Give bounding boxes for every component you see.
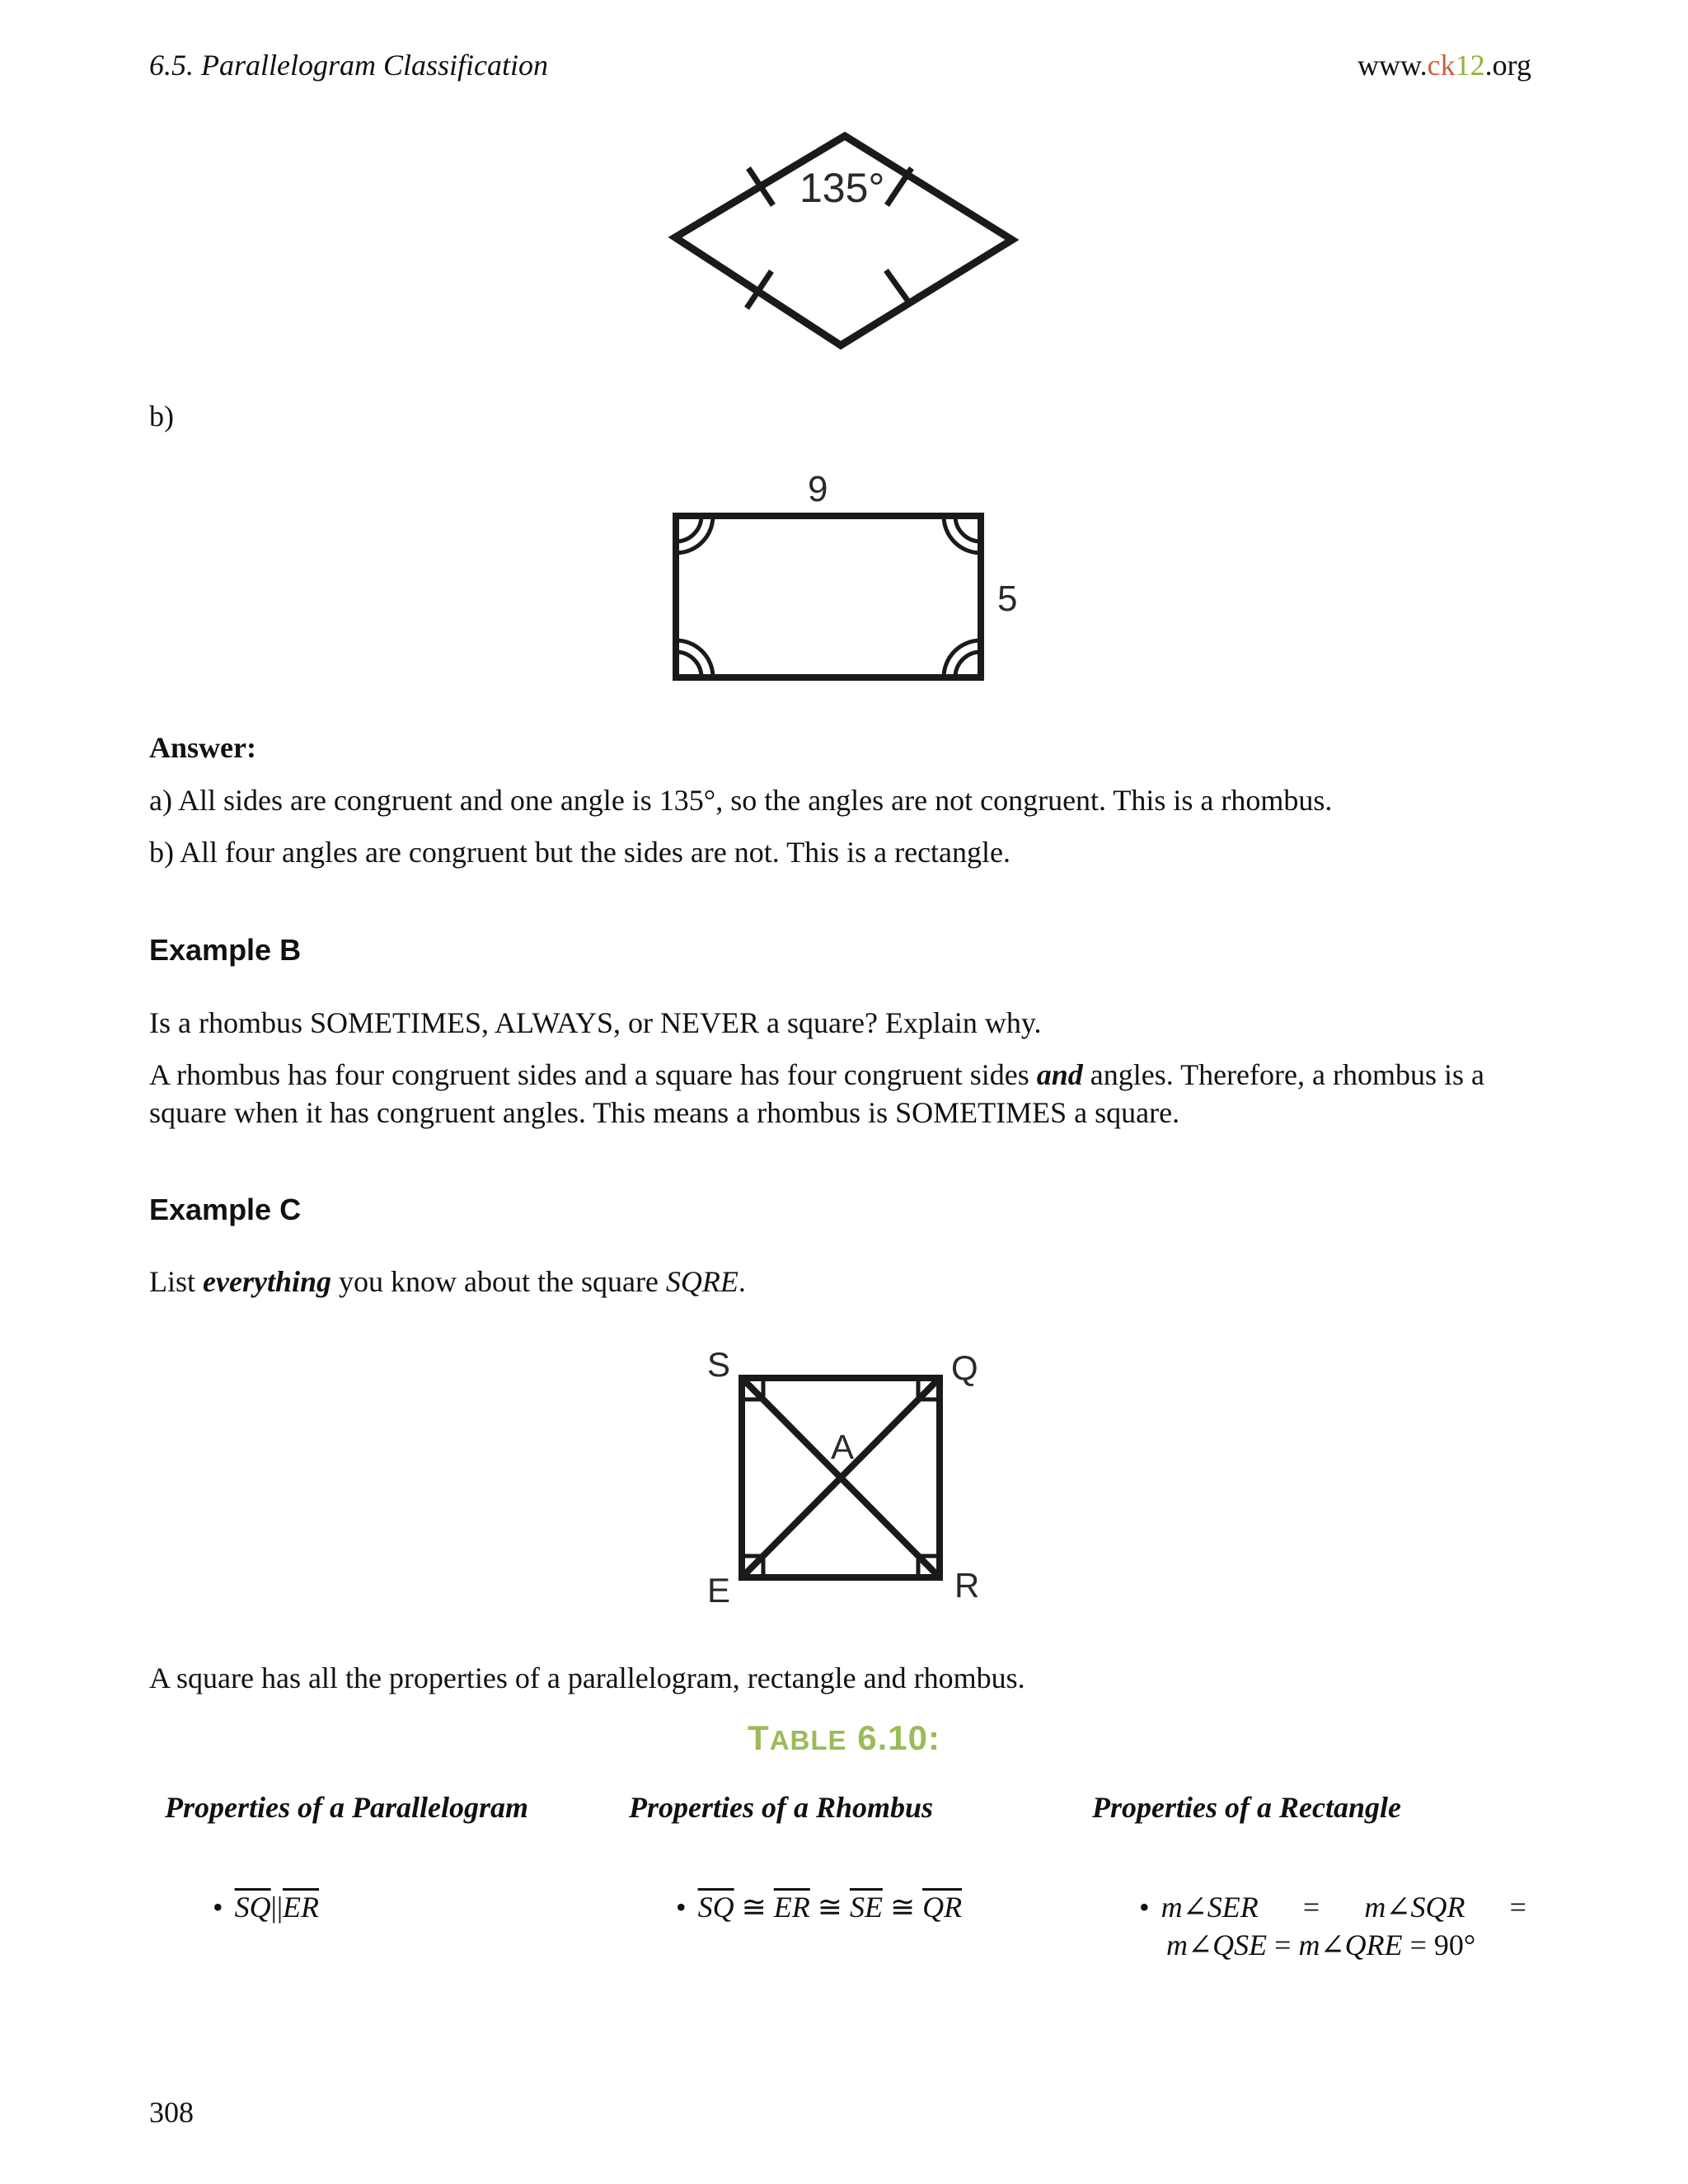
- example-c-q-end: .: [738, 1265, 746, 1298]
- example-b-question: Is a rhombus SOMETIMES, ALWAYS, or NEVER a square? Explain why.: [149, 1006, 1042, 1039]
- table-title-num: 6.10:: [846, 1718, 940, 1757]
- table-title-first: T: [748, 1718, 770, 1757]
- bullet: •: [1139, 1891, 1150, 1924]
- example-c-q-emph: everything: [203, 1265, 331, 1298]
- url-ck: ck: [1427, 49, 1456, 82]
- segment-er: $\overline{ER}$: [773, 1891, 810, 1924]
- running-header-url[interactable]: [1357, 48, 1531, 82]
- equals-sign: =: [1409, 1929, 1427, 1961]
- bullet: •: [213, 1891, 223, 1924]
- rectangle-property: [1139, 1890, 1526, 1962]
- angle-qre: m∠QRE: [1298, 1929, 1403, 1961]
- vertex-q-label: Q: [951, 1348, 978, 1387]
- table-title-rest: ABLE: [769, 1725, 847, 1755]
- bullet: •: [676, 1891, 687, 1924]
- page-number: 308: [149, 2096, 194, 2129]
- angle-ser: m∠SER: [1160, 1891, 1259, 1924]
- segment-se: $\overline{SE}$: [849, 1891, 883, 1924]
- rect-side-label: 5: [997, 579, 1018, 619]
- part-b-label: b): [149, 400, 174, 433]
- example-b-answer-part1: A rhombus has four congruent sides and a square has four congruent sides: [149, 1058, 1037, 1091]
- vertex-e-label: E: [707, 1571, 731, 1607]
- answer-a: a) All sides are congruent and one angle is 135°, so the angles are not congruent. This is a rhombus.: [149, 784, 1333, 817]
- column-header-parallelogram: Properties of a Parallelogram: [165, 1791, 528, 1824]
- rectangle-property-line2: [1166, 1928, 1526, 1962]
- equals-sign: =: [1302, 1891, 1320, 1924]
- center-a-label: A: [831, 1427, 855, 1466]
- angle-value: 90°: [1433, 1929, 1476, 1961]
- equals-sign: =: [1274, 1929, 1292, 1961]
- example-b-answer: [149, 1056, 1542, 1094]
- rect-top-label: 9: [808, 469, 828, 509]
- example-b-answer-line2: square when it has congruent angles. This means a rhombus is SOMETIMES a square.: [149, 1096, 1180, 1129]
- column-header-rhombus: Properties of a Rhombus: [629, 1791, 934, 1824]
- angle-sqr: m∠SQR: [1364, 1891, 1465, 1924]
- answer-label: Answer:: [149, 731, 256, 764]
- congruent-symbol: ≅: [741, 1891, 767, 1924]
- example-b-answer-emph: and: [1036, 1058, 1083, 1091]
- rhombus-angle-label: 135°: [799, 165, 885, 211]
- parallel-symbol: ||: [270, 1891, 284, 1924]
- segment-sq: $\overline{SQ}$: [234, 1891, 271, 1924]
- example-c-heading: Example C: [149, 1193, 302, 1226]
- congruent-symbol: ≅: [889, 1891, 916, 1924]
- rhombus-figure: [659, 124, 1022, 354]
- example-c-q-name: SQRE: [665, 1265, 738, 1298]
- url-prefix: www.: [1357, 49, 1428, 82]
- url-12: 12: [1455, 49, 1485, 82]
- segment-sq: $\overline{SQ}$: [697, 1891, 734, 1924]
- square-figure: [701, 1335, 997, 1607]
- congruent-symbol: ≅: [817, 1891, 842, 1924]
- vertex-r-label: R: [954, 1566, 980, 1605]
- equals-sign: =: [1509, 1891, 1526, 1924]
- answer-b: b) All four angles are congruent but the sides are not. This is a rectangle.: [149, 836, 1011, 869]
- angle-qse: m∠QSE: [1166, 1929, 1268, 1961]
- example-c-question: [149, 1263, 746, 1301]
- segment-qr: $\overline{QR}$: [922, 1891, 963, 1924]
- example-b-heading: Example B: [149, 933, 302, 967]
- rhombus-property: [676, 1890, 962, 1924]
- rectangle-property-line1: [1139, 1890, 1526, 1924]
- table-title: [0, 1718, 1688, 1758]
- example-c-q-part1: List: [149, 1265, 204, 1298]
- parallelogram-property: [213, 1890, 319, 1924]
- url-suffix: .org: [1484, 49, 1531, 82]
- example-b-answer-part2: angles. Therefore, a rhombus is a: [1082, 1058, 1484, 1091]
- segment-er: $\overline{ER}$: [283, 1891, 320, 1924]
- example-c-summary: A square has all the properties of a parallelogram, rectangle and rhombus.: [149, 1661, 1025, 1694]
- vertex-s-label: S: [707, 1345, 731, 1384]
- rectangle-figure: [659, 466, 1030, 688]
- column-header-rectangle: Properties of a Rectangle: [1092, 1791, 1401, 1824]
- running-header-section: 6.5. Parallelogram Classification: [149, 49, 549, 82]
- example-c-q-part2: you know about the square: [331, 1265, 666, 1298]
